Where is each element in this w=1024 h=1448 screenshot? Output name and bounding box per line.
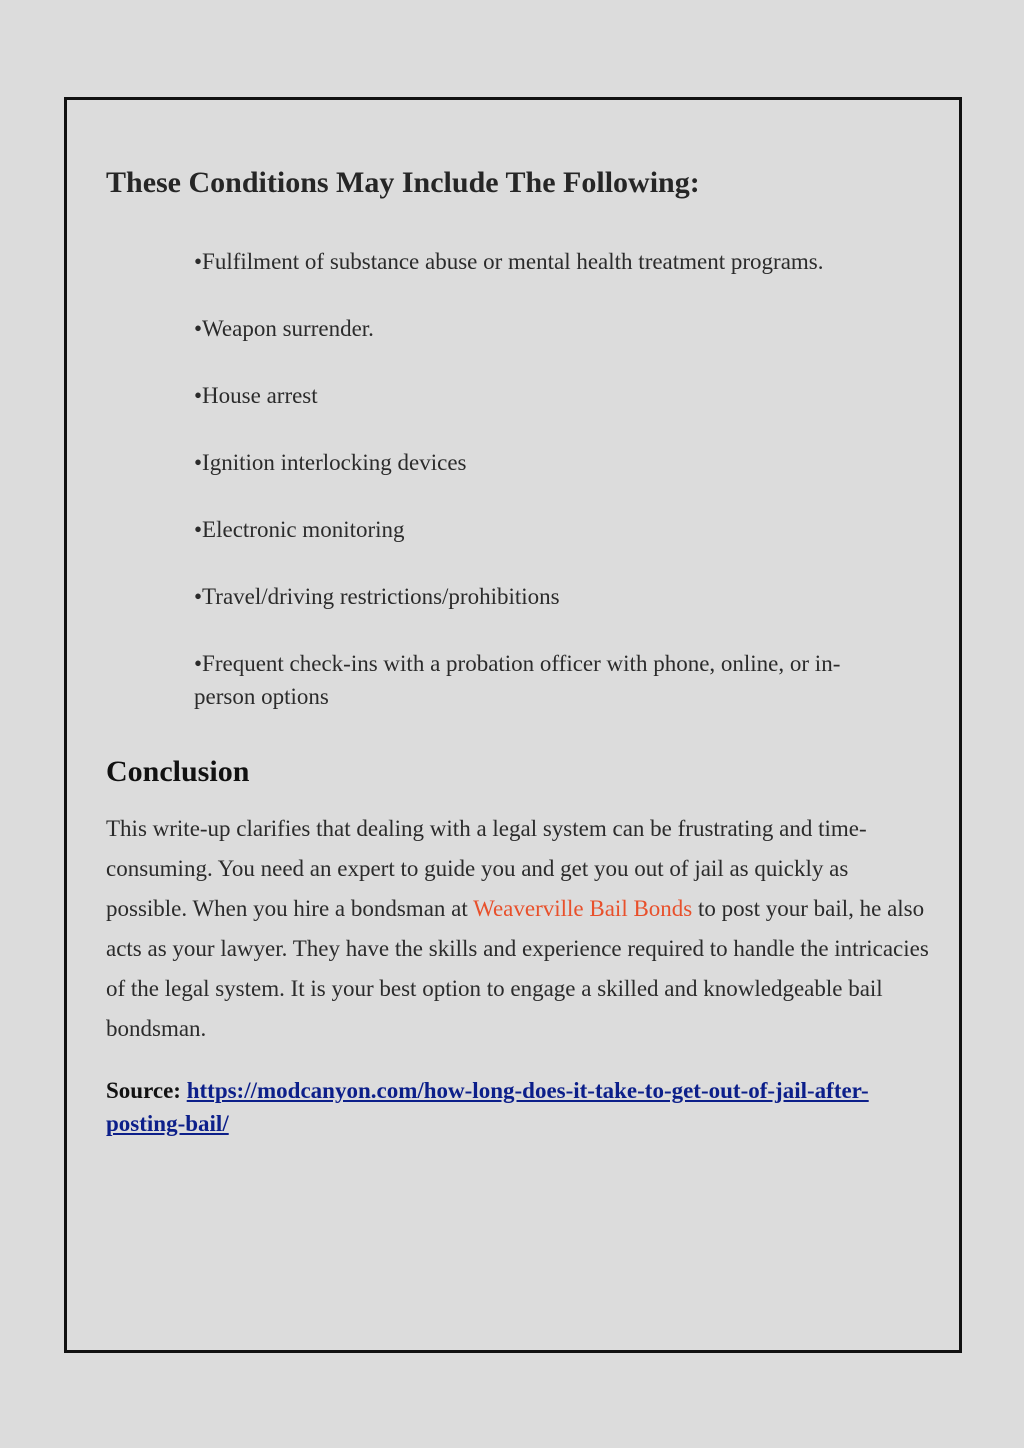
conclusion-text-after: to post your bail, he also acts as your lawyer. They have the skills and experience required to handle the intricacies of the legal system. It is your best option to engage a skilled and knowledgeable bail bondsman. (106, 896, 929, 1041)
list-item: •Electronic monitoring (194, 517, 405, 542)
conclusion-paragraph (106, 809, 931, 1049)
list-item: •Frequent check-ins with a probation officer with phone, online, or in-person options (194, 651, 841, 709)
list-item: •Fulfilment of substance abuse or mental health treatment programs. (194, 249, 824, 274)
list-item: •Travel/driving restrictions/prohibitions (194, 584, 560, 609)
source-line (106, 1074, 926, 1140)
list-item: •Ignition interlocking devices (194, 450, 467, 475)
conditions-heading: These Conditions May Include The Following: (106, 166, 700, 199)
source-url-link[interactable]: https://modcanyon.com/how-long-does-it-take-to-get-out-of-jail-after-posting-bail/ (106, 1078, 869, 1136)
conclusion-heading: Conclusion (106, 755, 250, 788)
conclusion-text-before: This write-up clarifies that dealing with a legal system can be frustrating and time-consuming. You need an expert to guide you and get you out of jail as quickly as possible. When you hire a bondsman at (106, 816, 867, 921)
conditions-list (194, 245, 884, 747)
list-item: •Weapon surrender. (194, 316, 374, 341)
list-item: •House arrest (194, 383, 318, 408)
document-frame (64, 97, 962, 1353)
source-label: Source: (106, 1078, 181, 1103)
weaverville-bail-bonds-link[interactable]: Weaverville Bail Bonds (473, 896, 693, 921)
